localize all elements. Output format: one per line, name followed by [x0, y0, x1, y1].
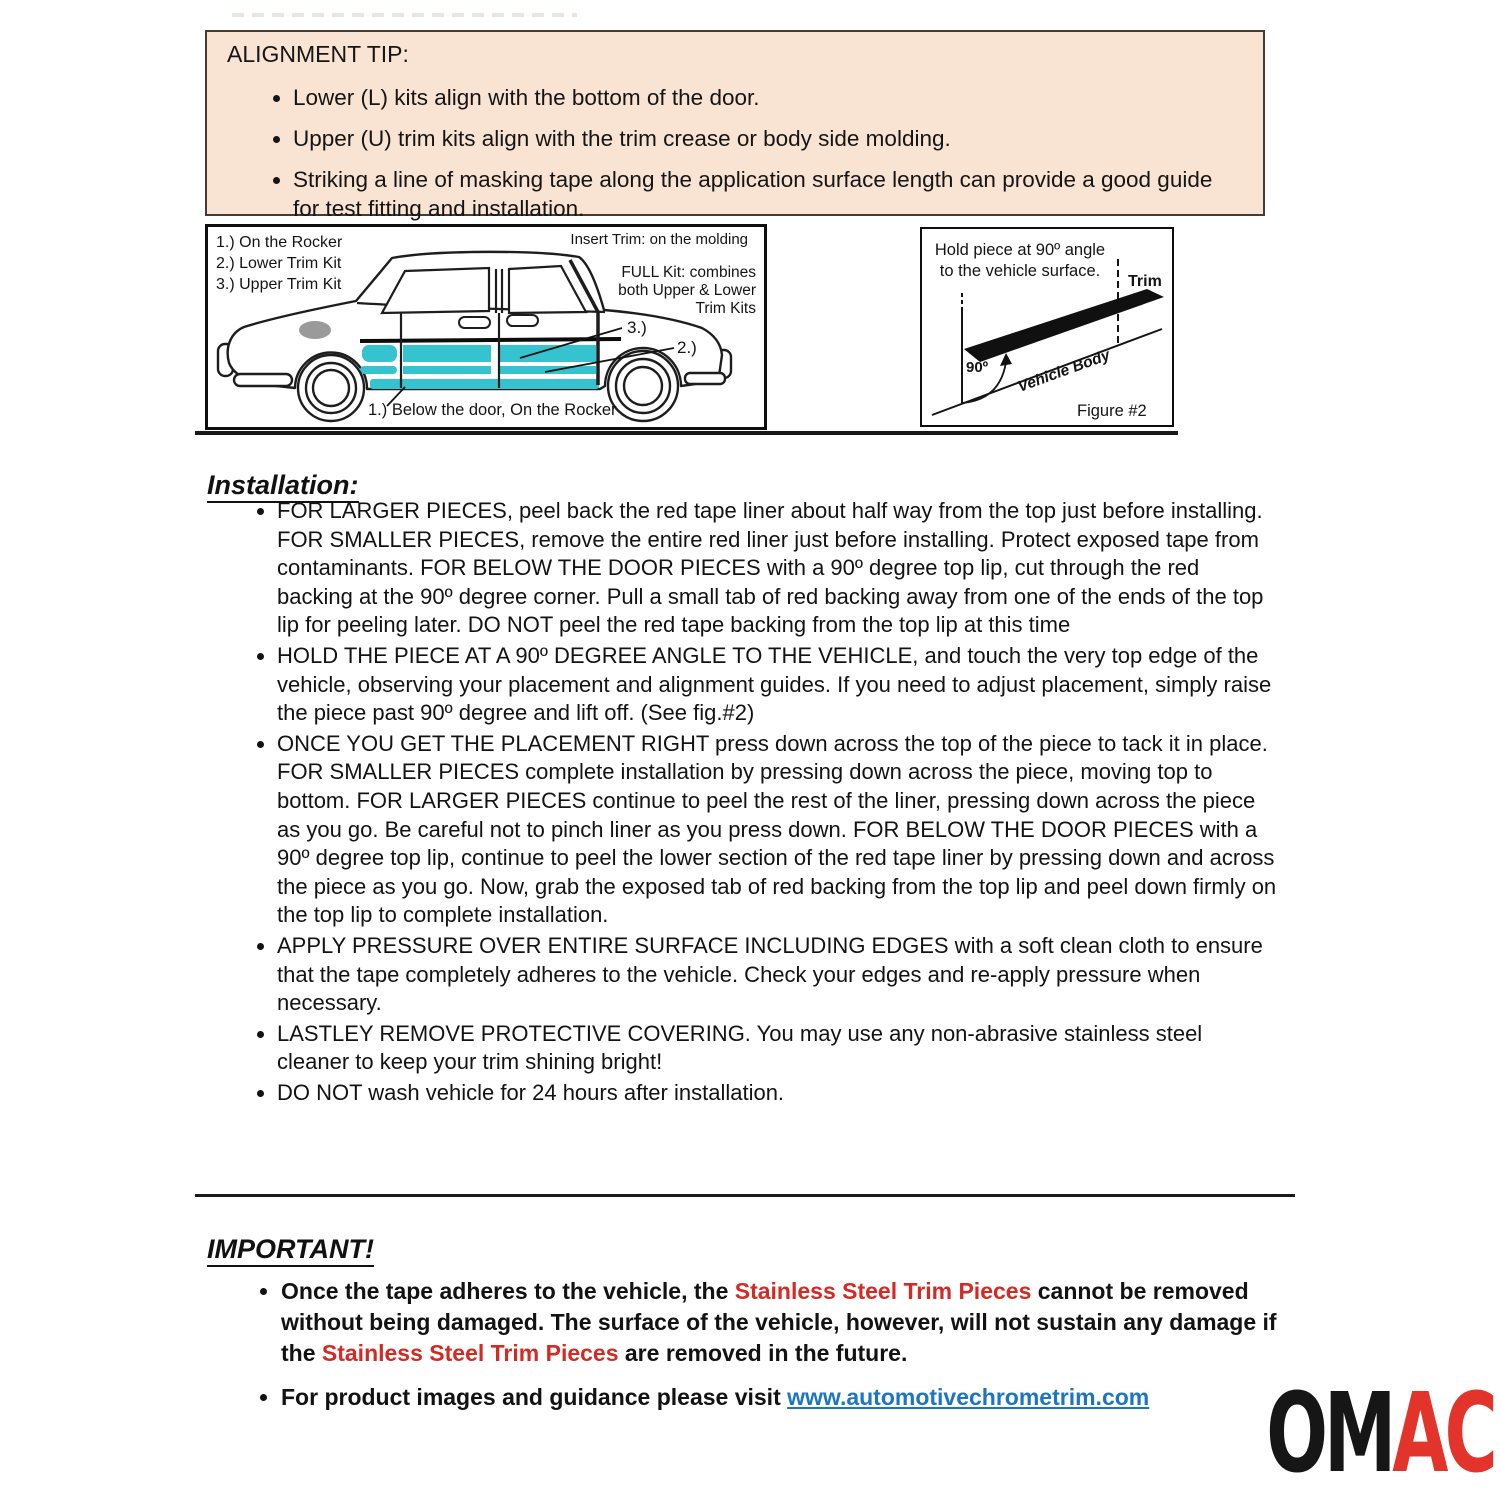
full-kit-note-line-1: FULL Kit: combines [621, 264, 756, 281]
upper-trim-stripe [500, 345, 596, 362]
trim-pieces-highlight: Stainless Steel Trim Pieces [734, 1278, 1032, 1304]
installation-step: • FOR LARGER PIECES, peel back the red tape liner about half way from the top just before installing. FOR SMALLER PIECES, remove the entire red liner just before installing. Protect exposed tape from contaminants. FOR BELOW THE DOOR PIECES with a 90º degree top lip, cut through the red backing at the 90º degree corner. Pull a small tab of red backing away from one of the ends of the top lip for peeling later. DO NOT peel the red tape backing from the top lip at this time [277, 497, 1277, 640]
website-link[interactable]: www.automotivechrometrim.com [787, 1384, 1150, 1410]
trim-pieces-highlight: Stainless Steel Trim Pieces [321, 1340, 619, 1366]
below-door-label: 1.) Below the door, On the Rocker [368, 401, 617, 419]
omac-logo-red-part: AC [1392, 1369, 1494, 1497]
important-heading-text: IMPORTANT! [207, 1234, 374, 1267]
important-note-text: For product images and guidance please visit [281, 1384, 788, 1410]
important-heading [207, 1234, 374, 1265]
front-lower-lip [234, 374, 292, 386]
lower-trim-stripe [360, 366, 397, 374]
legend-line-2: 2.) Lower Trim Kit [216, 255, 342, 272]
installation-step: • DO NOT wash vehicle for 24 hours after installation. [277, 1079, 1277, 1108]
alignment-tip-item: • Lower (L) kits align with the bottom of the door. [293, 83, 1243, 112]
installation-step: • ONCE YOU GET THE PLACEMENT RIGHT press down across the top of the piece to tack it in place. FOR SMALLER PIECES complete installation by pressing down across the piece, moving top to bottom. FOR LARGER PIECES continue to peel the rest of the liner, pressing down across the piece as you go. Be careful not to pinch liner as you press down. FOR BELOW THE DOOR PIECES with a 90º degree top lip, continue to peel the lower section of the red tape liner by pressing down and across the piece as you go. Now, grab the exposed tab of red backing from the top lip and peel down firmly on the top lip to complete installation. [277, 730, 1277, 930]
figure2-svg [922, 229, 1172, 425]
figure2-caption-line-1: Hold piece at 90º angle [934, 241, 1106, 259]
figure2-caption-line-2: to the vehicle surface. [939, 262, 1101, 280]
important-note-text: Once the tape adheres to the vehicle, the [281, 1278, 735, 1304]
installation-list [205, 497, 1277, 1109]
important-note [281, 1382, 1293, 1413]
lower-trim-stripe [403, 366, 491, 374]
lower-trim-stripe [500, 366, 596, 374]
upper-trim-stripe [362, 345, 397, 362]
callout-lower-label: 2.) [677, 338, 697, 357]
rear-wheel [608, 351, 678, 421]
important-note-text: cannot be removed without being damaged. The surface of the vehicle, however, will not sustain any damage if the [281, 1278, 1277, 1366]
installation-step: • LASTLEY REMOVE PROTECTIVE COVERING. You may use any non-abrasive stainless steel cleaner to keep your trim shining bright! [277, 1020, 1277, 1077]
full-kit-note-line-3: Trim Kits [695, 300, 756, 317]
alignment-tip-box [205, 30, 1265, 221]
angle-label: 90º [966, 359, 989, 376]
omac-logo [1266, 1369, 1494, 1497]
alignment-tip-list [227, 83, 1243, 223]
insert-trim-note: Insert Trim: on the molding [570, 231, 748, 248]
vehicle-body-label: Vehicle Body [1015, 346, 1113, 396]
diagram-bottom-rule [195, 431, 1178, 435]
figure2-diagram-box [920, 227, 1174, 427]
full-kit-note-line-2: both Upper & Lower [618, 282, 756, 299]
figure-number-label: Figure #2 [1077, 402, 1147, 420]
trim-label: Trim [1128, 273, 1162, 290]
omac-logo-black-part: OM [1266, 1369, 1393, 1497]
important-note-text: are removed in the future. [618, 1340, 908, 1366]
installation-step: • HOLD THE PIECE AT A 90º DEGREE ANGLE TO THE VEHICLE, and touch the very top edge of the vehicle, observing your placement and alignment guides. If you need to adjust placement, simply raise the piece past 90º degree and lift off. (See fig.#2) [277, 642, 1277, 728]
alignment-tip-item: • Striking a line of masking tape along the application surface length can provide a good guide for test fitting and installation. [293, 165, 1243, 223]
important-note [281, 1276, 1293, 1369]
alignment-tip-title: ALIGNMENT TIP: [227, 41, 409, 67]
section-divider-rule [195, 1194, 1295, 1197]
alignment-tip-item: • Upper (U) trim kits align with the trim crease or body side molding. [293, 124, 1243, 153]
scan-artifact-dots [232, 13, 577, 17]
installation-heading-text: Installation: [207, 470, 359, 503]
trim-slab [964, 289, 1164, 362]
car-trim-diagram-box [205, 224, 767, 430]
upper-trim-stripe [403, 345, 491, 362]
legend-line-3: 3.) Upper Trim Kit [216, 276, 342, 293]
angle-arrowhead [1000, 353, 1012, 366]
callout-upper-label: 3.) [627, 318, 647, 337]
important-list [205, 1276, 1293, 1426]
front-wheel [298, 355, 364, 421]
legend-line-1: 1.) On the Rocker [216, 234, 343, 251]
rear-lower-lip [685, 373, 725, 384]
car-diagram-svg [208, 227, 764, 427]
fender-emblem [299, 321, 331, 339]
installation-step: • APPLY PRESSURE OVER ENTIRE SURFACE INCLUDING EDGES with a soft clean cloth to ensure that the tape completely adheres to the vehicle. Check your edges and re-apply pressure when necessary. [277, 932, 1277, 1018]
